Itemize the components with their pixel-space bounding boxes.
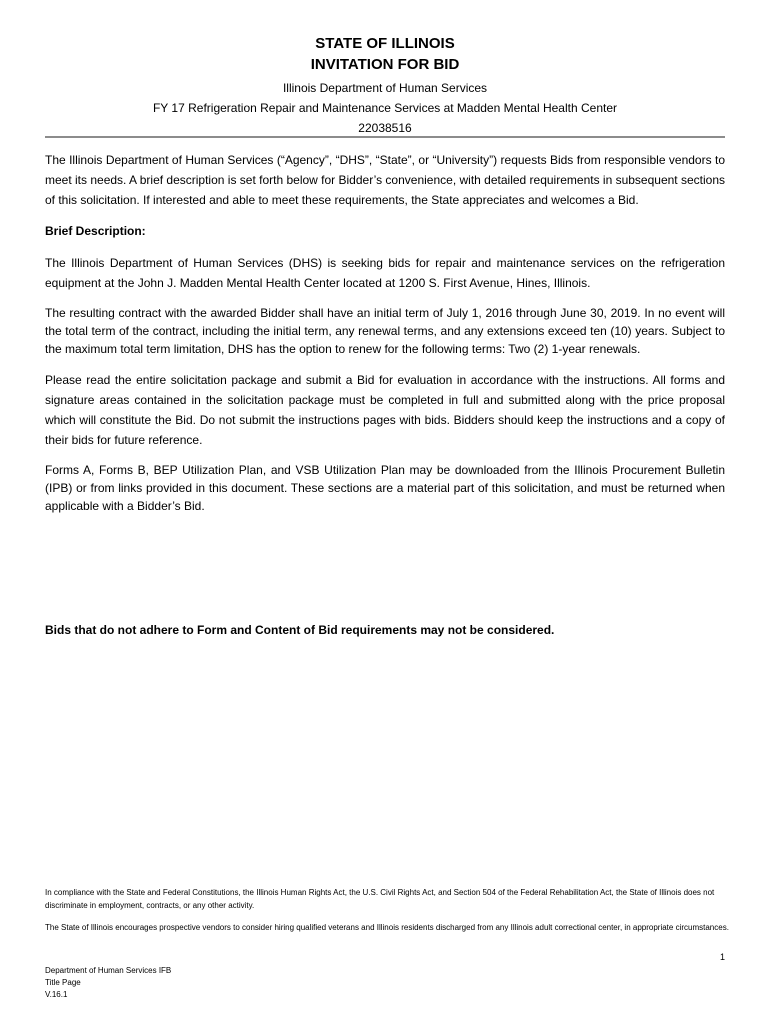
- brief-description-heading: Brief Description:: [45, 224, 146, 238]
- document-header: [45, 33, 725, 138]
- page-number: 1: [719, 952, 725, 962]
- agency-name: Illinois Department of Human Services: [282, 81, 488, 95]
- footer-title-page-line: Title Page: [45, 978, 81, 987]
- forms-paragraph: Forms A, Forms B, BEP Utilization Plan, and VSB Utilization Plan may be downloaded from the Illinois Procurement Bulletin (IPB) or from links provided in this document. These sections are a material part of this solicitation, and must be returned when applicable with a Bidder’s Bid.: [45, 463, 725, 513]
- document-body: [45, 150, 725, 527]
- document-type-title: INVITATION FOR BID: [310, 56, 460, 73]
- header-divider: [45, 136, 725, 138]
- state-title: STATE OF ILLINOIS: [315, 35, 455, 52]
- document-footer-id: [45, 965, 171, 1001]
- footer-version-line: V.16.1: [45, 990, 68, 999]
- instructions-paragraph: Please read the entire solicitation package and submit a Bid for evaluation in accordance with the instructions. All forms and signature areas contained in the solicitation package must be completed in full and submitted along with the price proposal which will constitute the Bid. Do not submit the instructions pages with bids. Bidders should keep the instructions and a copy of their bids for future reference.: [45, 373, 725, 447]
- contract-term-paragraph: The resulting contract with the awarded Bidder shall have an initial term of July 1, 2016 through June 30, 2019. In no event will the total term of the contract, including the initial term, any renewal terms, and any extensions exceed ten (10) years. Subject to the maximum total term limitation, DHS has the option to renew for the following terms: Two (2) 1-year renewals.: [45, 306, 725, 356]
- description-paragraph: The Illinois Department of Human Services (DHS) is seeking bids for repair and maintenance services on the refrigeration equipment at the John J. Madden Mental Health Center located at 1200 S. First Avenue, Hines, Illinois.: [45, 256, 725, 290]
- bid-requirements-notice: Bids that do not adhere to Form and Content of Bid requirements may not be considered.: [45, 623, 555, 637]
- intro-paragraph: The Illinois Department of Human Services (“Agency”, “DHS”, “State”, or “University”) requests Bids from responsible vendors to meet its needs. A brief description is set forth below for Bidder’s convenience, with detailed requirements in subsequent sections of this solicitation. If interested and able to meet these requirements, the State appreciates and welcomes a Bid.: [45, 153, 725, 207]
- solicitation-number: 22038516: [358, 121, 412, 135]
- veterans-note: The State of Illinois encourages prospective vendors to consider hiring qualified veterans and Illinois residents discharged from any Illinois adult correctional center, in appropriate circumstances.: [45, 923, 729, 932]
- project-title: FY 17 Refrigeration Repair and Maintenance Services at Madden Mental Health Center: [152, 101, 618, 115]
- footer-notes: [45, 886, 729, 943]
- compliance-note: In compliance with the State and Federal Constitutions, the Illinois Human Rights Act, the U.S. Civil Rights Act, and Section 504 of the Federal Rehabilitation Act, the State of Illinois does not discriminate in employment, contracts, or any other activity.: [45, 888, 715, 910]
- footer-department-line: Department of Human Services IFB: [45, 966, 172, 975]
